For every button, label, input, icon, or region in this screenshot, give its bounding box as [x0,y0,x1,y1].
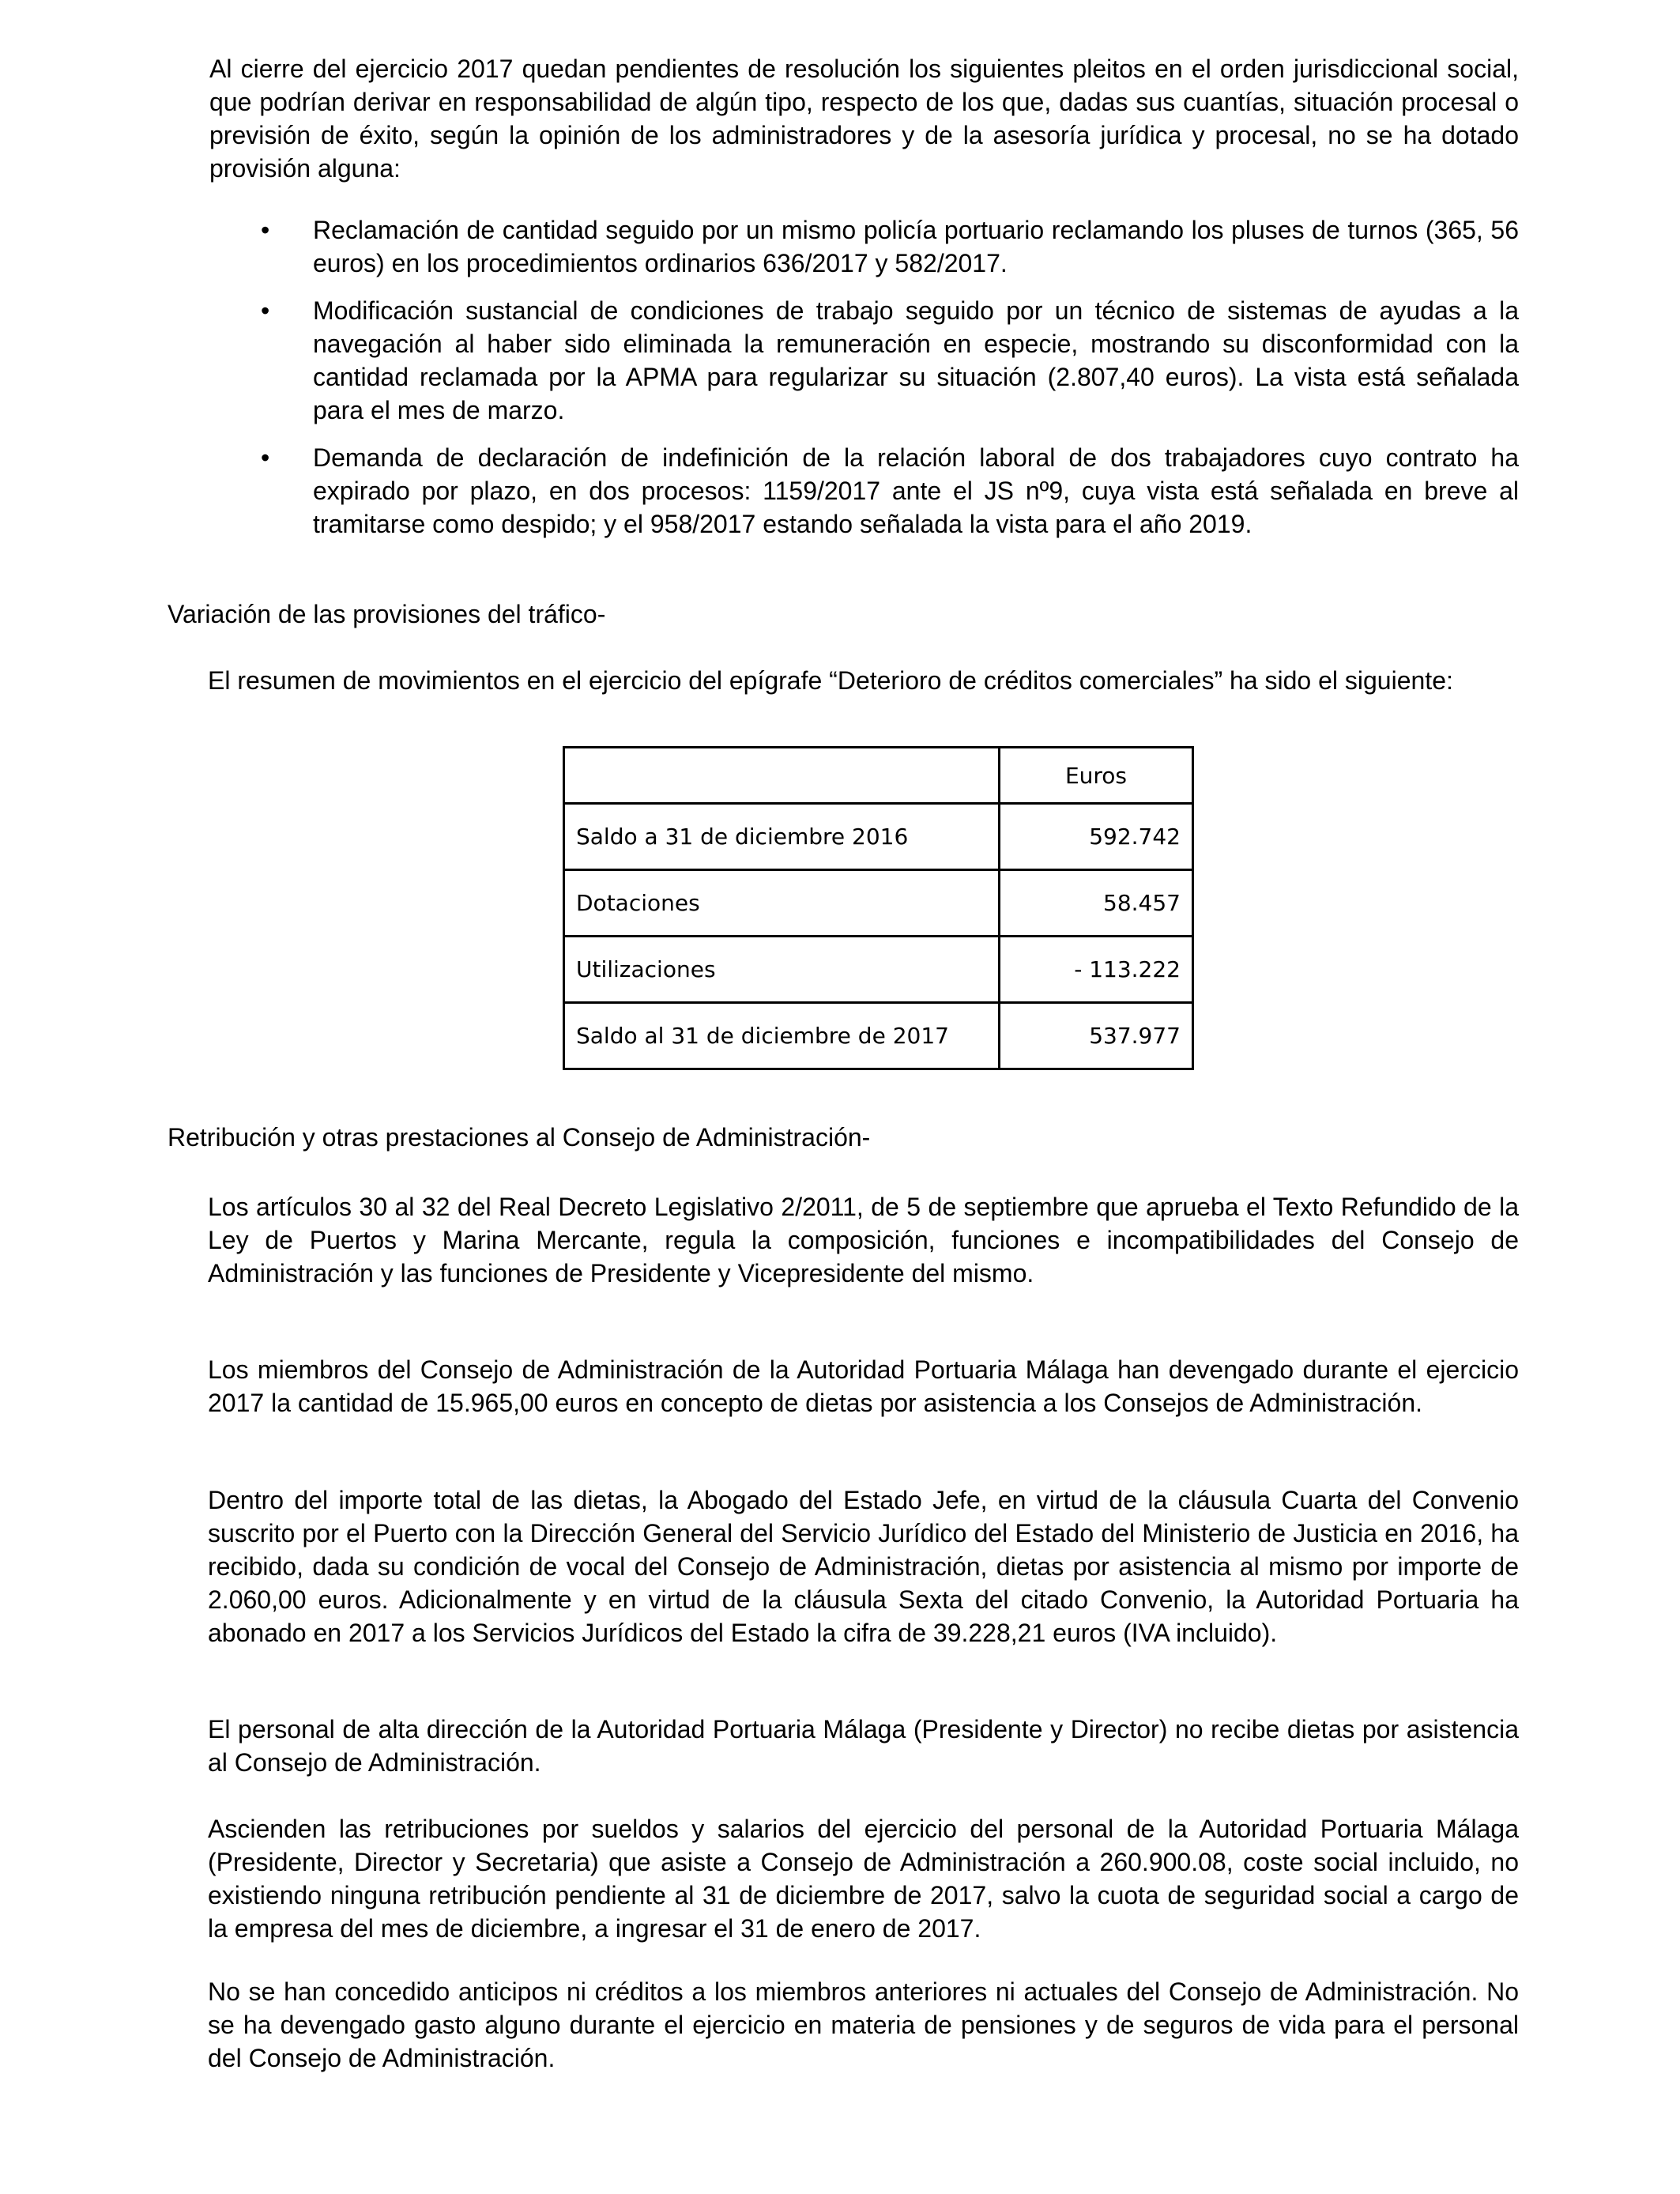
bullet-icon: • [261,296,270,325]
bullet-icon: • [261,216,270,244]
table-header-row [564,748,1193,804]
intro-paragraph: Al cierre del ejercicio 2017 quedan pendientes de resolución los siguientes pleitos en el orden jurisdiccional social, que podrían derivar en responsabilidad de algún tipo, respecto de los que, dadas sus cuantías, situación procesal o previsión de éxito, según la opinión de los administradores y de la asesoría jurídica y procesal, no se ha dotado provisión alguna: [209,55,1519,183]
board-paragraph-state-lawyer: Dentro del importe total de las dietas, la Abogado del Estado Jefe, en virtud de la cláusula Cuarta del Convenio suscrito por el Puerto con la Dirección General del Servicio Jurídico del Estado del Ministerio de Justicia en 2016, ha recibido, dada su condición de vocal del Consejo de Administración, dietas por asistencia al mismo por importe de 2.060,00 euros. Adicionalmente y en virtud de la cláusula Sexta del citado Convenio, la Autoridad Portuaria ha abonado en 2017 a los Servicios Jurídicos del Estado la cifra de 39.228,21 euros (IVA incluido). [208,1486,1519,1647]
board-paragraph-articles: Los artículos 30 al 32 del Real Decreto Legislativo 2/2011, de 5 de septiembre que aprueba el Texto Refundido de la Ley de Puertos y Marina Mercante, regula la composición, funciones e incompatibilidades del Consejo de Administración y las funciones de Presidente y Vicepresidente del mismo. [208,1193,1519,1287]
table-cell-value: - 113.222 [1000,937,1193,1003]
board-paragraph-salaries: Ascienden las retribuciones por sueldos y salarios del ejercicio del personal de la Autoridad Portuaria Málaga (Presidente, Director y Secretaria) que asiste a Consejo de Administración a 260.900.08, coste social incluido, no existiendo ninguna retribución pendiente al 31 de diciembre de 2017, salvo la cuota de seguridad social a cargo de la empresa del mes de diciembre, a ingresar el 31 de enero de 2017. [208,1815,1519,1943]
table-cell-label: Saldo al 31 de diciembre de 2017 [564,1003,1000,1069]
list-item [261,441,1519,541]
table-row [564,937,1193,1003]
provisions-intro-paragraph: El resumen de movimientos en el ejercicio del epígrafe “Deterioro de créditos comerciales” ha sido el siguiente: [208,666,1453,695]
bullet-icon: • [261,443,270,472]
table-cell-value: 58.457 [1000,870,1193,937]
table-cell-value: 537.977 [1000,1003,1193,1069]
table-header-label [564,748,1000,804]
list-item-text: Reclamación de cantidad seguido por un mismo policía portuario reclamando los pluses de turnos (365, 56 euros) en los procedimientos ordinarios 636/2017 y 582/2017. [313,216,1519,277]
table-cell-value: 592.742 [1000,804,1193,870]
table-cell-label: Saldo a 31 de diciembre 2016 [564,804,1000,870]
provisions-table [563,746,1194,1070]
table-cell-label: Dotaciones [564,870,1000,937]
board-paragraph-advances: No se han concedido anticipos ni créditos a los miembros anteriores ni actuales del Consejo de Administración. No se ha devengado gasto alguno durante el ejercicio en materia de pensiones y de seguros de vida para el personal del Consejo de Administración. [208,1977,1519,2072]
table-row [564,1003,1193,1069]
list-item-text: Modificación sustancial de condiciones de trabajo seguido por un técnico de sistemas de ayudas a la navegación al haber sido eliminada la remuneración en especie, mostrando su disconformidad con la cantidad reclamada por la APMA para regularizar su situación (2.807,40 euros). La vista está señalada para el mes de marzo. [313,296,1519,424]
section-heading-board: Retribución y otras prestaciones al Consejo de Administración- [168,1123,871,1152]
list-item [261,213,1519,280]
section-heading-provisions: Variación de las provisiones del tráfico- [168,600,606,628]
list-item-text: Demanda de declaración de indefinición de la relación laboral de dos trabajadores cuyo contrato ha expirado por plazo, en dos procesos: 1159/2017 ante el JS nº9, cuya vista está señalada en breve al tramitarse como despido; y el 958/2017 estando señalada la vista para el año 2019. [313,443,1519,538]
table-row [564,804,1193,870]
table-row [564,870,1193,937]
board-paragraph-senior-management: El personal de alta dirección de la Autoridad Portuaria Málaga (Presidente y Director) no recibe dietas por asistencia al Consejo de Administración. [208,1715,1519,1777]
table-cell-label: Utilizaciones [564,937,1000,1003]
table-header-value: Euros [1000,748,1193,804]
board-paragraph-allowances: Los miembros del Consejo de Administración de la Autoridad Portuaria Málaga han devengado durante el ejercicio 2017 la cantidad de 15.965,00 euros en concepto de dietas por asistencia a los Consejos de Administración. [208,1355,1519,1417]
pending-lawsuits-list [261,213,1519,555]
list-item [261,294,1519,427]
